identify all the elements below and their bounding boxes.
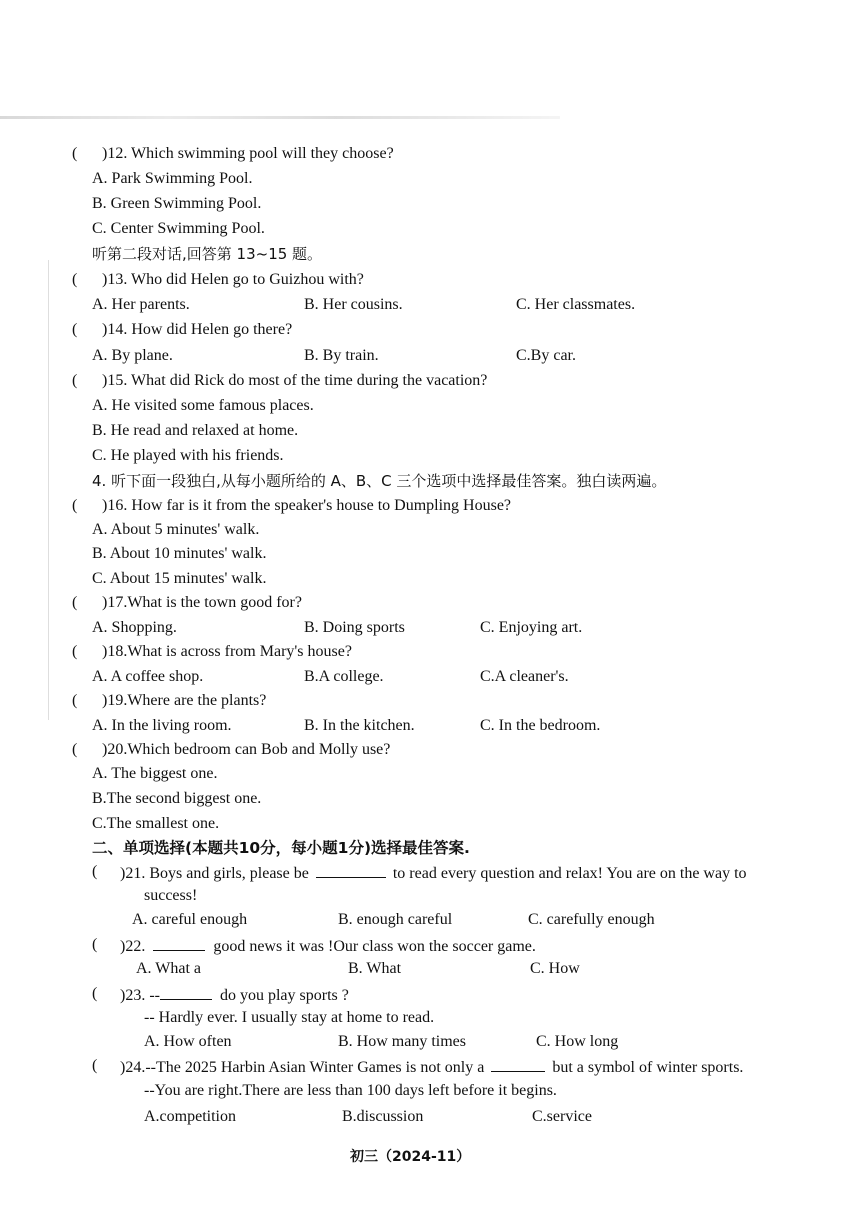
option-17-a: A. Shopping. — [92, 619, 177, 636]
section-2-title: 二、单项选择(本题共10分，每小题1分)选择最佳答案. — [92, 839, 470, 857]
question-21-post: to read every question and relax! You are on the way to — [392, 865, 747, 882]
question-22 — [120, 935, 536, 957]
question-14: )14. How did Helen go there? — [102, 321, 293, 338]
answer-paren: ( — [92, 985, 98, 1002]
option-17-b: B. Doing sports — [304, 619, 405, 636]
question-23 — [120, 984, 349, 1006]
answer-blank — [160, 984, 212, 1000]
option-23-b: B. How many times — [338, 1033, 466, 1050]
question-13: )13. Who did Helen go to Guizhou with? — [102, 271, 364, 288]
question-17: )17.What is the town good for? — [102, 594, 302, 611]
question-12: )12. Which swimming pool will they choose? — [102, 145, 394, 162]
option-14-a: A. By plane. — [92, 347, 173, 364]
option-20-b: B.The second biggest one. — [92, 790, 262, 807]
option-18-a: A. A coffee shop. — [92, 668, 204, 685]
question-20: )20.Which bedroom can Bob and Molly use? — [102, 741, 391, 758]
option-14-c: C.By car. — [516, 347, 576, 364]
question-21-pre: )21. Boys and girls, please be — [120, 865, 309, 882]
answer-blank — [491, 1056, 545, 1072]
option-18-b: B.A college. — [304, 668, 384, 685]
option-22-b: B. What — [348, 960, 402, 977]
question-24-pre: )24.--The 2025 Harbin Asian Winter Games is not only a — [120, 1059, 485, 1076]
answer-blank — [153, 935, 205, 951]
option-24-a: A.competition — [144, 1108, 236, 1125]
option-19-c: C. In the bedroom. — [480, 717, 601, 734]
option-20-a: A. The biggest one. — [92, 765, 218, 782]
question-15: )15. What did Rick do most of the time during the vacation? — [102, 372, 488, 389]
option-13-c: C. Her classmates. — [516, 296, 636, 313]
answer-paren: ( — [72, 497, 78, 514]
option-12-b: B. Green Swimming Pool. — [92, 195, 262, 212]
answer-paren: ( — [72, 594, 78, 611]
option-23-a: A. How often — [144, 1033, 232, 1050]
question-23-post: do you play sports ? — [219, 987, 349, 1004]
option-19-b: B. In the kitchen. — [304, 717, 415, 734]
answer-paren: ( — [72, 741, 78, 758]
question-18: )18.What is across from Mary's house? — [102, 643, 352, 660]
answer-paren: ( — [72, 643, 78, 660]
answer-paren: ( — [72, 321, 78, 338]
answer-paren: ( — [92, 863, 98, 880]
answer-paren: ( — [92, 936, 98, 953]
question-23-reply: -- Hardly ever. I usually stay at home to read. — [144, 1009, 435, 1026]
option-23-c: C. How long — [536, 1033, 619, 1050]
question-22-pre: )22. — [120, 938, 146, 955]
option-15-b: B. He read and relaxed at home. — [92, 422, 299, 439]
page-footer: 初三（2024-11） — [350, 1149, 471, 1165]
question-19: )19.Where are the plants? — [102, 692, 267, 709]
option-21-b: B. enough careful — [338, 911, 453, 928]
question-21-continued: success! — [144, 887, 198, 904]
option-14-b: B. By train. — [304, 347, 379, 364]
option-15-a: A. He visited some famous places. — [92, 397, 314, 414]
part2-instruction: 听第二段对话,回答第 13~15 题。 — [92, 245, 323, 263]
option-16-c: C. About 15 minutes' walk. — [92, 570, 267, 587]
answer-paren: ( — [72, 145, 78, 162]
option-15-c: C. He played with his friends. — [92, 447, 284, 464]
option-16-b: B. About 10 minutes' walk. — [92, 545, 267, 562]
option-21-a: A. careful enough — [132, 911, 248, 928]
question-16: )16. How far is it from the speaker's house to Dumpling House? — [102, 497, 512, 514]
margin-fold-line — [48, 260, 49, 720]
scan-artifact-line — [0, 116, 560, 119]
option-17-c: C. Enjoying art. — [480, 619, 583, 636]
question-21 — [120, 862, 747, 884]
option-21-c: C. carefully enough — [528, 911, 655, 928]
question-24-reply: --You are right.There are less than 100 days left before it begins. — [144, 1082, 557, 1099]
answer-paren: ( — [72, 372, 78, 389]
option-24-c: C.service — [532, 1108, 592, 1125]
question-23-pre: )23. -- — [120, 987, 160, 1004]
question-24 — [120, 1056, 743, 1078]
question-24-post: but a symbol of winter sports. — [552, 1059, 744, 1076]
option-12-a: A. Park Swimming Pool. — [92, 170, 253, 187]
answer-paren: ( — [72, 692, 78, 709]
option-13-a: A. Her parents. — [92, 296, 190, 313]
part4-instruction: 4. 听下面一段独白,从每小题所给的 A、B、C 三个选项中选择最佳答案。独白读两遍。 — [92, 472, 667, 490]
option-22-a: A. What a — [136, 960, 202, 977]
option-16-a: A. About 5 minutes' walk. — [92, 521, 260, 538]
option-24-b: B.discussion — [342, 1108, 424, 1125]
answer-blank — [316, 862, 386, 878]
option-18-c: C.A cleaner's. — [480, 668, 569, 685]
option-22-c: C. How — [530, 960, 580, 977]
option-19-a: A. In the living room. — [92, 717, 232, 734]
answer-paren: ( — [92, 1057, 98, 1074]
option-20-c: C.The smallest one. — [92, 815, 220, 832]
option-12-c: C. Center Swimming Pool. — [92, 220, 265, 237]
answer-paren: ( — [72, 271, 78, 288]
option-13-b: B. Her cousins. — [304, 296, 403, 313]
question-22-post: good news it was !Our class won the soccer game. — [213, 938, 536, 955]
